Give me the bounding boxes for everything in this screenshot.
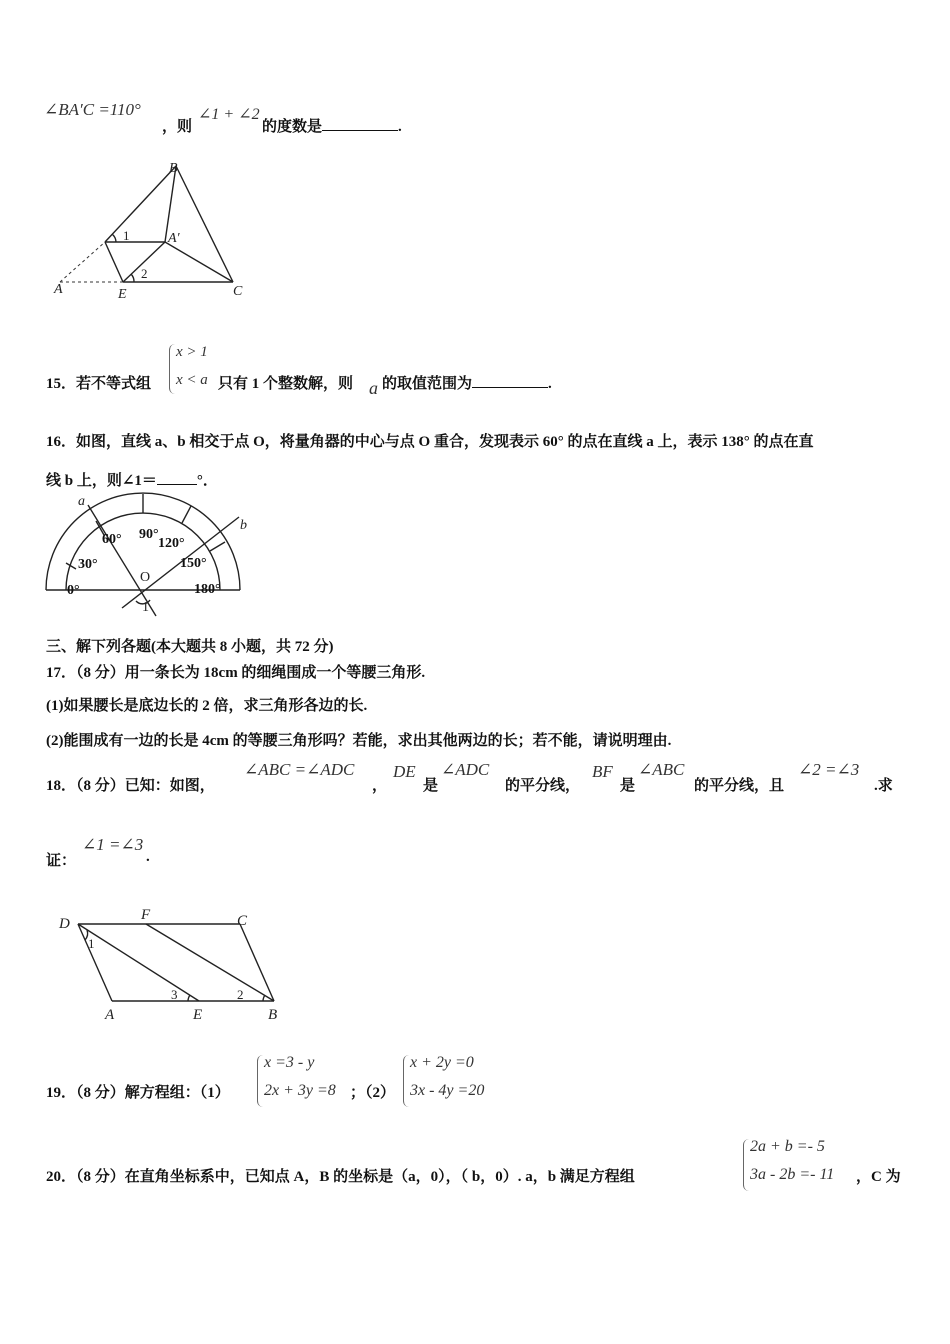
- q18-figure: [56, 906, 286, 1024]
- q18-eq2: ∠2 =∠3: [798, 760, 860, 779]
- q19-brace-1: [257, 1055, 263, 1107]
- q16-line2: 线 b 上，则∠1＝ °．: [46, 469, 218, 490]
- q18-shi2: 是: [620, 778, 636, 794]
- label-E: E: [193, 1007, 203, 1023]
- label-A: A: [54, 282, 63, 297]
- q16-line1: 16．如图，直线 a、b 相交于点 O，将量角器的中心与点 O 重合，发现表示 60° 的点在直线 a 上，表示 138° 的点在直: [46, 434, 814, 450]
- deg-90: 90°: [139, 527, 159, 542]
- q18-bisect2: 的平分线，且: [694, 778, 785, 794]
- q14-figure: [48, 158, 258, 304]
- deg-0: 0°: [67, 583, 80, 598]
- q19-sys2-line1: x + 2y =0: [410, 1054, 474, 1071]
- q19-sys2-line2: 3x - 4y =20: [410, 1082, 485, 1099]
- q20-sys-line2: 3a - 2b =- 11: [750, 1166, 835, 1183]
- label-angle-1: 1: [123, 228, 130, 243]
- segment-DE: [78, 924, 199, 1001]
- section-3-title: 三、解下列各题(本大题共 8 小题，共 72 分): [46, 639, 334, 655]
- q18-BF: BF: [592, 762, 613, 781]
- tick-150: [210, 542, 225, 551]
- line-B-D: [105, 166, 176, 242]
- q19-sep: ；（2）: [350, 1085, 396, 1101]
- q18-bisect1: 的平分线，: [505, 778, 581, 794]
- label-Aprime: A′: [168, 231, 180, 246]
- dashed-A-D: [60, 242, 105, 282]
- q17-sub1: (1)如果腰长是底边长的 2 倍，求三角形各边的长.: [46, 698, 368, 714]
- q19-brace-2: [403, 1055, 409, 1107]
- label-B: B: [169, 161, 178, 176]
- label-C: C: [237, 913, 248, 929]
- deg-120: 120°: [158, 536, 185, 551]
- label-F: F: [141, 907, 151, 923]
- q18-zheng: 证：: [46, 853, 77, 869]
- q19-intro: 19．（8 分）解方程组：（1）: [46, 1085, 230, 1101]
- q16-protractor-figure: [40, 490, 260, 618]
- label-angle-2: 2: [237, 987, 244, 1002]
- q18-intro: 18．（8 分）已知：如图，: [46, 778, 215, 794]
- label-B: B: [268, 1007, 278, 1023]
- q15-brace: [169, 344, 175, 394]
- q20-tail: ，C 为: [856, 1169, 901, 1185]
- label-D: D: [59, 916, 70, 932]
- q19-sys1-line2: 2x + 3y =8: [264, 1082, 336, 1099]
- q20-sys-line1: 2a + b =- 5: [750, 1138, 825, 1155]
- q15-text: 15．若不等式组: [46, 376, 152, 392]
- label-E: E: [118, 287, 127, 302]
- q18-DE: DE: [393, 762, 416, 781]
- q14-sum: ∠1 + ∠2: [198, 106, 260, 123]
- q18-ADC: ∠ADC: [441, 760, 490, 779]
- segment-FB: [146, 924, 274, 1001]
- q20-text: 20．（8 分）在直角坐标系中，已知点 A，B 的坐标是（a，0），（ b，0）. a，b 满足方程组: [46, 1169, 635, 1185]
- tick-120: [182, 506, 191, 523]
- q15-sys-line2: x < a: [176, 372, 208, 388]
- line-D-E: [105, 242, 123, 282]
- q14-then: ，则: [162, 119, 193, 135]
- q14-question: 的度数是 .: [262, 115, 402, 136]
- angle-2-arc: [131, 274, 134, 282]
- label-angle-2: 2: [141, 266, 148, 281]
- answer-blank[interactable]: [472, 373, 548, 388]
- side-CB: [240, 924, 274, 1001]
- label-angle-1: 1: [88, 936, 95, 951]
- q19-sys1-line1: x =3 - y: [264, 1054, 315, 1071]
- label-angle-3: 3: [171, 987, 178, 1002]
- deg-180: 180°: [194, 582, 221, 597]
- q18-shi1: 是: [423, 778, 439, 794]
- label-A: A: [105, 1007, 115, 1023]
- q17-sub2: (2)能围成有一边的长是 4cm 的等腰三角形吗？若能，求出其他两边的长；若不能，请说明理由.: [46, 733, 672, 749]
- deg-150: 150°: [180, 556, 207, 571]
- q15-var-a: a: [369, 378, 378, 398]
- q14-given: [44, 100, 141, 120]
- q20-brace: [743, 1139, 749, 1191]
- q18-qiu: .求: [874, 778, 893, 794]
- q15-text2: 只有 1 个整数解，则: [218, 376, 354, 392]
- angle-3-arc: [188, 995, 190, 1001]
- angle-2-arc: [263, 995, 265, 1001]
- answer-blank[interactable]: [322, 116, 398, 131]
- label-angle-1: 1: [142, 600, 149, 615]
- label-line-a: a: [78, 494, 85, 509]
- q15-text3: 的取值范围为 .: [382, 372, 552, 393]
- deg-60: 60°: [102, 532, 122, 547]
- deg-30: 30°: [78, 557, 98, 572]
- label-line-b: b: [240, 518, 247, 533]
- q18-eq1: ∠ABC =∠ADC: [244, 760, 355, 779]
- q18-ABC: ∠ABC: [638, 760, 685, 779]
- q18-end: .: [146, 849, 150, 865]
- q17-text: 17．（8 分）用一条长为 18cm 的细绳围成一个等腰三角形.: [46, 665, 426, 681]
- label-O: O: [140, 570, 151, 585]
- q15-sys-line1: x > 1: [176, 344, 208, 360]
- angle-1-arc: [112, 234, 116, 242]
- answer-blank[interactable]: [157, 470, 197, 485]
- q18-eq3: ∠1 =∠3: [82, 835, 144, 854]
- q18-comma: ，: [372, 778, 388, 794]
- q14-given-expr: ∠BA′C =110°: [44, 100, 141, 119]
- label-C: C: [233, 284, 243, 299]
